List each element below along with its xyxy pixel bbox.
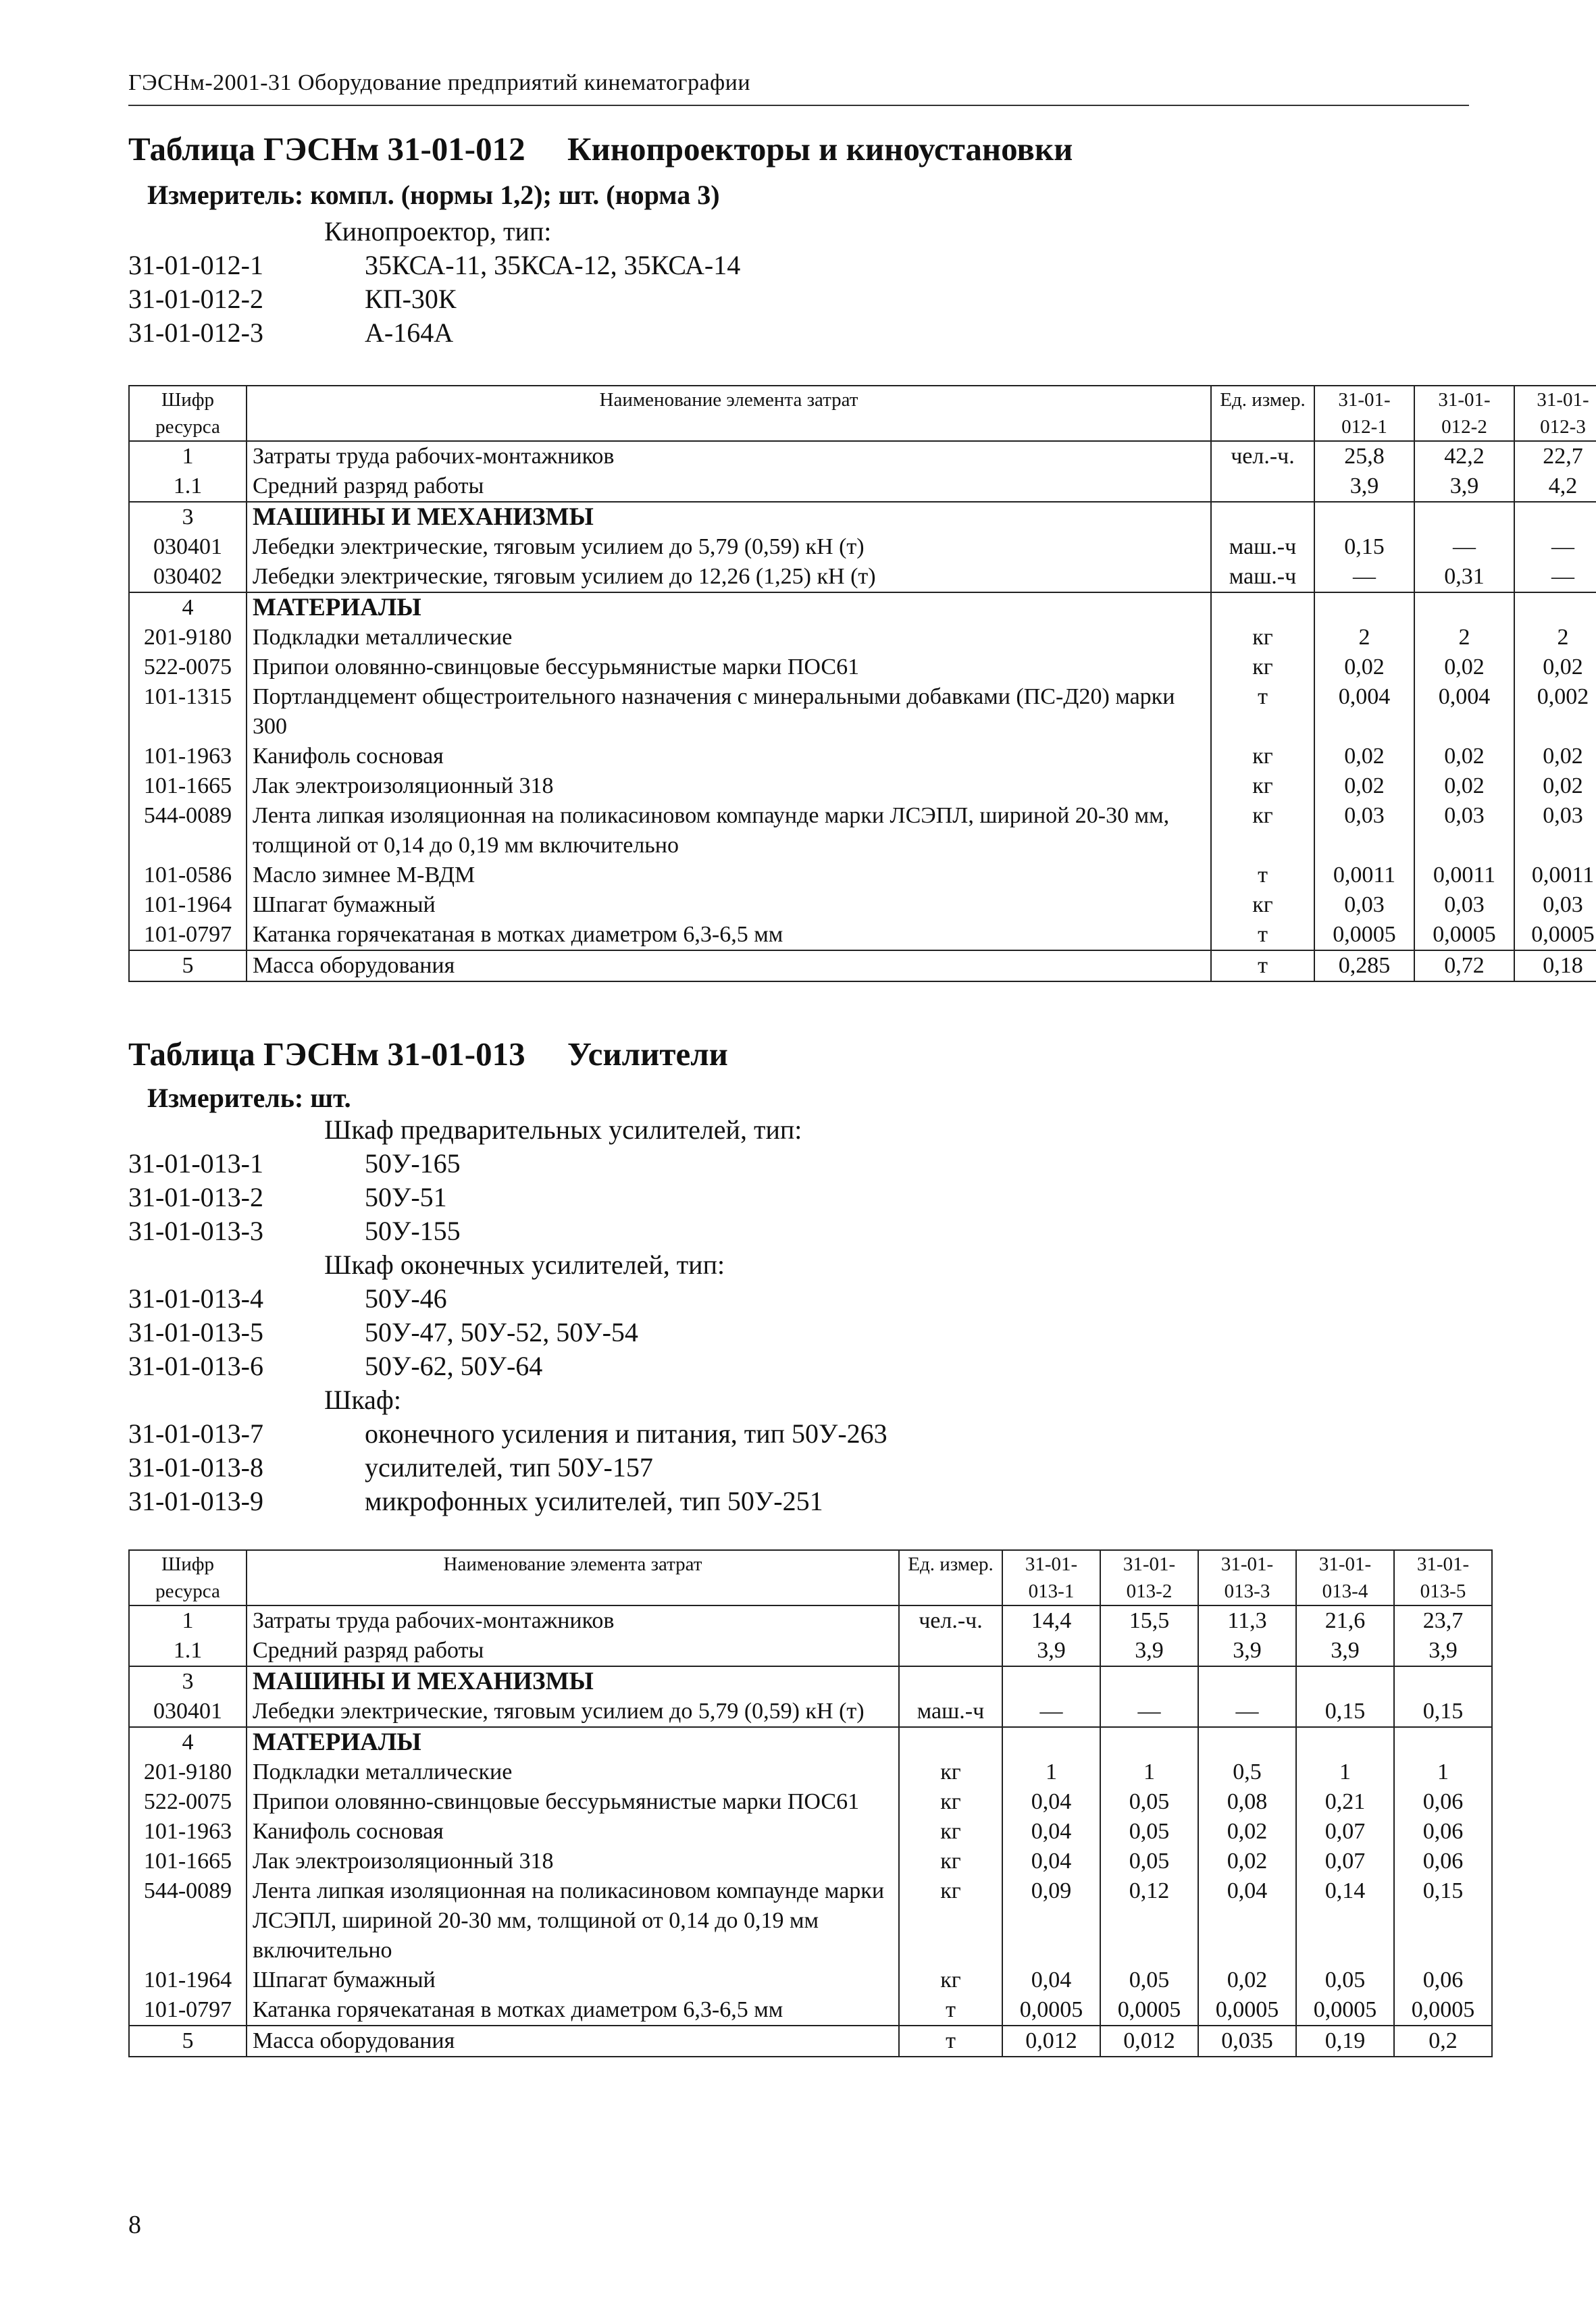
cost-element-name: Лебедки электрические, тяговым усилием до 5,79 (0,59) кН (т) <box>247 532 1211 562</box>
unit-cell: кг <box>1211 890 1314 920</box>
table-row <box>129 1787 1492 1817</box>
norm-value: 2 <box>1414 623 1514 652</box>
norm-value: 3,9 <box>1314 471 1414 502</box>
table-row <box>129 441 1596 471</box>
norm-value: 3,9 <box>1002 1636 1100 1666</box>
variant-name: 50У-62, 50У-64 <box>365 1351 543 1381</box>
norm-value: — <box>1314 562 1414 592</box>
table-row <box>129 623 1596 652</box>
norm-value: 3,9 <box>1296 1636 1394 1666</box>
norm-value: 0,02 <box>1198 1817 1296 1847</box>
norm-value <box>1002 1666 1100 1697</box>
variant-name: 50У-47, 50У-52, 50У-54 <box>365 1317 638 1347</box>
norm-value: 0,04 <box>1002 1817 1100 1847</box>
norm-value: 0,0005 <box>1514 920 1596 950</box>
norm-value: 0,05 <box>1100 1787 1198 1817</box>
norm-value: 0,035 <box>1198 2026 1296 2057</box>
unit-cell: кг <box>899 1787 1002 1817</box>
variant-code: 31-01-012-2 <box>128 284 263 314</box>
norm-value <box>1514 592 1596 623</box>
column-header-unit: Ед. измер. <box>899 1550 1002 1605</box>
variant-name: Кинопроектор, тип: <box>324 216 552 247</box>
norm-value: 0,012 <box>1002 2026 1100 2057</box>
norm-value: 0,06 <box>1394 1787 1492 1817</box>
norm-value: 3,9 <box>1414 471 1514 502</box>
cost-element-name: Шпагат бумажный <box>247 890 1211 920</box>
table-row <box>129 801 1596 860</box>
table2-meter: Измеритель: шт. <box>147 1083 351 1113</box>
norm-value: 0,03 <box>1414 801 1514 860</box>
norm-value: 0,05 <box>1100 1817 1198 1847</box>
norm-value: 1 <box>1002 1757 1100 1787</box>
norm-value: 0,02 <box>1514 652 1596 682</box>
variant-name: 35КСА-11, 35КСА-12, 35КСА-14 <box>365 250 741 280</box>
unit-cell: маш.-ч <box>899 1697 1002 1727</box>
variant-name: А-164А <box>365 317 454 348</box>
norm-value: 0,02 <box>1314 652 1414 682</box>
cost-element-name: Шпагат бумажный <box>247 1965 899 1995</box>
variant-code: 31-01-013-7 <box>128 1418 263 1449</box>
norm-value: 0,05 <box>1100 1965 1198 1995</box>
variant-code: 31-01-013-6 <box>128 1351 263 1381</box>
resource-code: 1.1 <box>129 1636 247 1666</box>
norm-value: 3,9 <box>1100 1636 1198 1666</box>
table-row <box>129 532 1596 562</box>
unit-cell <box>1211 471 1314 502</box>
unit-cell <box>1211 592 1314 623</box>
norm-value: 0,03 <box>1314 801 1414 860</box>
norm-value: 15,5 <box>1100 1605 1198 1636</box>
running-header: ГЭСНм-2001-31 Оборудование предприятий кинематографии <box>128 70 751 95</box>
variant-name: 50У-51 <box>365 1182 447 1212</box>
column-header-code: Шифр ресурса <box>129 1550 247 1605</box>
table1-name: Кинопроекторы и киноустановки <box>567 130 1073 168</box>
norm-value <box>1100 1666 1198 1697</box>
norm-value: 0,06 <box>1394 1847 1492 1876</box>
column-header-code: Шифр ресурса <box>129 386 247 441</box>
variant-code: 31-01-013-5 <box>128 1317 263 1347</box>
norm-value: 0,03 <box>1514 801 1596 860</box>
norm-value: 0,02 <box>1198 1847 1296 1876</box>
cost-element-name: Затраты труда рабочих-монтажников <box>247 441 1211 471</box>
norm-value: 0,72 <box>1414 950 1514 981</box>
norm-value: 0,04 <box>1198 1876 1296 1965</box>
norm-value: 0,004 <box>1414 682 1514 742</box>
norm-value: 0,03 <box>1314 890 1414 920</box>
resource-code: 544-0089 <box>129 801 247 860</box>
unit-cell: т <box>1211 920 1314 950</box>
variant-code: 31-01-012-1 <box>128 250 263 280</box>
norm-value: 0,04 <box>1002 1965 1100 1995</box>
cost-element-name: Канифоль сосновая <box>247 742 1211 771</box>
unit-cell: т <box>1211 682 1314 742</box>
unit-cell: кг <box>899 1757 1002 1787</box>
norm-value <box>1198 1727 1296 1757</box>
table-row <box>129 682 1596 742</box>
table-row <box>129 1965 1492 1995</box>
table-row <box>129 1697 1492 1727</box>
resource-code: 101-1964 <box>129 890 247 920</box>
norm-value: 1 <box>1296 1757 1394 1787</box>
norm-value: — <box>1514 532 1596 562</box>
norm-value: — <box>1414 532 1514 562</box>
cost-element-name: Портландцемент общестроительного назначения с минеральными добавками (ПС-Д20) марки 300 <box>247 682 1211 742</box>
norm-value: 3,9 <box>1198 1636 1296 1666</box>
norm-value: 0,14 <box>1296 1876 1394 1965</box>
unit-cell: т <box>1211 860 1314 890</box>
column-header-unit: Ед. измер. <box>1211 386 1314 441</box>
cost-element-name: МАШИНЫ И МЕХАНИЗМЫ <box>247 1666 899 1697</box>
cost-element-name: Лак электроизоляционный 318 <box>247 1847 899 1876</box>
cost-element-name: Лак электроизоляционный 318 <box>247 771 1211 801</box>
unit-cell: т <box>899 1995 1002 2026</box>
norm-value: 42,2 <box>1414 441 1514 471</box>
resource-code: 1.1 <box>129 471 247 502</box>
column-header-norm: 31-01-013-4 <box>1296 1550 1394 1605</box>
resource-code: 101-1665 <box>129 1847 247 1876</box>
variant-name: Шкаф оконечных усилителей, тип: <box>324 1250 725 1280</box>
norm-value: 0,0005 <box>1394 1995 1492 2026</box>
norm-value: 0,0011 <box>1414 860 1514 890</box>
norm-value: 11,3 <box>1198 1605 1296 1636</box>
cost-element-name: Лента липкая изоляционная на поликасиновом компаунде марки ЛСЭПЛ, шириной 20-30 мм, толщиной от 0,14 до 0,19 мм включительно <box>247 1876 899 1965</box>
norm-value: 0,07 <box>1296 1817 1394 1847</box>
resource-code: 3 <box>129 502 247 532</box>
norm-value: 0,0005 <box>1314 920 1414 950</box>
cost-element-name: Катанка горячекатаная в мотках диаметром 6,3-6,5 мм <box>247 1995 899 2026</box>
norm-value: 0,19 <box>1296 2026 1394 2057</box>
norm-value <box>1314 592 1414 623</box>
table2-name: Усилители <box>567 1035 728 1073</box>
cost-element-name: Припои оловянно-свинцовые бессурьмянистые марки ПОС61 <box>247 1787 899 1817</box>
norm-value: 2 <box>1514 623 1596 652</box>
norm-value: 22,7 <box>1514 441 1596 471</box>
norm-value: 0,02 <box>1198 1965 1296 1995</box>
norm-value: 0,02 <box>1414 742 1514 771</box>
norm-value <box>1394 1727 1492 1757</box>
norm-value: — <box>1002 1697 1100 1727</box>
variant-code: 31-01-013-9 <box>128 1486 263 1516</box>
cost-element-name: Средний разряд работы <box>247 1636 899 1666</box>
norm-value: 0,12 <box>1100 1876 1198 1965</box>
table2-code: Таблица ГЭСНм 31-01-013 <box>128 1035 525 1073</box>
unit-cell: маш.-ч <box>1211 562 1314 592</box>
resource-code: 201-9180 <box>129 623 247 652</box>
cost-element-name: Масса оборудования <box>247 950 1211 981</box>
unit-cell: т <box>899 2026 1002 2057</box>
norm-value <box>1314 502 1414 532</box>
norm-value: 0,02 <box>1514 742 1596 771</box>
table-row <box>129 1605 1492 1636</box>
norm-value: 0,09 <box>1002 1876 1100 1965</box>
resource-code: 5 <box>129 950 247 981</box>
cost-element-name: Масло зимнее М-ВДМ <box>247 860 1211 890</box>
table-row <box>129 1847 1492 1876</box>
norm-value <box>1394 1666 1492 1697</box>
column-header-norm: 31-01-012-3 <box>1514 386 1596 441</box>
unit-cell: маш.-ч <box>1211 532 1314 562</box>
norm-value: 0,21 <box>1296 1787 1394 1817</box>
unit-cell: кг <box>899 1876 1002 1965</box>
norm-value: 23,7 <box>1394 1605 1492 1636</box>
column-header-norm: 31-01-013-5 <box>1394 1550 1492 1605</box>
resource-code: 522-0075 <box>129 1787 247 1817</box>
table-header-row <box>129 1550 1492 1605</box>
norm-value: 0,002 <box>1514 682 1596 742</box>
unit-cell: кг <box>1211 652 1314 682</box>
resource-code: 101-1964 <box>129 1965 247 1995</box>
table-row <box>129 1757 1492 1787</box>
norm-value: 0,0005 <box>1414 920 1514 950</box>
variant-name: КП-30К <box>365 284 457 314</box>
norm-value: 0,02 <box>1514 771 1596 801</box>
norm-value: 1 <box>1100 1757 1198 1787</box>
variant-name: Шкаф предварительных усилителей, тип: <box>324 1114 802 1145</box>
table-row <box>129 1876 1492 1965</box>
cost-element-name: Канифоль сосновая <box>247 1817 899 1847</box>
resource-code: 101-0797 <box>129 920 247 950</box>
resource-code: 4 <box>129 592 247 623</box>
table-row <box>129 1727 1492 1757</box>
variant-name: 50У-46 <box>365 1283 447 1314</box>
unit-cell <box>899 1727 1002 1757</box>
norm-value: 0,15 <box>1394 1697 1492 1727</box>
norm-value: 2 <box>1314 623 1414 652</box>
unit-cell: чел.-ч. <box>899 1605 1002 1636</box>
norm-value: 21,6 <box>1296 1605 1394 1636</box>
norm-value <box>1414 592 1514 623</box>
table1-code: Таблица ГЭСНм 31-01-012 <box>128 130 525 168</box>
norm-value: 0,15 <box>1314 532 1414 562</box>
norm-value: 0,02 <box>1414 771 1514 801</box>
norm-value <box>1198 1666 1296 1697</box>
unit-cell: кг <box>1211 771 1314 801</box>
unit-cell: т <box>1211 950 1314 981</box>
norm-value: 25,8 <box>1314 441 1414 471</box>
cost-element-name: Подкладки металлические <box>247 1757 899 1787</box>
norm-value: 0,0011 <box>1514 860 1596 890</box>
norm-value: 4,2 <box>1514 471 1596 502</box>
norm-value: 0,02 <box>1414 652 1514 682</box>
resource-code: 101-1963 <box>129 1817 247 1847</box>
table-row <box>129 471 1596 502</box>
column-header-norm: 31-01-012-1 <box>1314 386 1414 441</box>
unit-cell: кг <box>1211 801 1314 860</box>
resource-code: 101-0797 <box>129 1995 247 2026</box>
cost-element-name: МАТЕРИАЛЫ <box>247 1727 899 1757</box>
table1-meter: Измеритель: компл. (нормы 1,2); шт. (норма 3) <box>147 180 720 210</box>
resource-code: 5 <box>129 2026 247 2057</box>
variant-name: 50У-165 <box>365 1148 461 1179</box>
norm-value: 0,0005 <box>1198 1995 1296 2026</box>
norm-value: 0,02 <box>1314 742 1414 771</box>
norm-value <box>1296 1727 1394 1757</box>
norm-value: 0,285 <box>1314 950 1414 981</box>
norm-value <box>1100 1727 1198 1757</box>
norm-value: 0,0005 <box>1002 1995 1100 2026</box>
cost-element-name: МАШИНЫ И МЕХАНИЗМЫ <box>247 502 1211 532</box>
norm-value: 0,31 <box>1414 562 1514 592</box>
unit-cell: кг <box>1211 742 1314 771</box>
resource-code: 101-1315 <box>129 682 247 742</box>
variant-name: Шкаф: <box>324 1385 401 1415</box>
table-row <box>129 742 1596 771</box>
cost-element-name: Средний разряд работы <box>247 471 1211 502</box>
norm-value: 0,0005 <box>1296 1995 1394 2026</box>
table1-grid <box>128 385 1596 982</box>
page-number: 8 <box>128 2211 141 2239</box>
variant-name: оконечного усиления и питания, тип 50У-263 <box>365 1418 887 1449</box>
resource-code: 201-9180 <box>129 1757 247 1787</box>
table2-grid <box>128 1549 1493 2057</box>
unit-cell <box>899 1636 1002 1666</box>
cost-element-name: Затраты труда рабочих-монтажников <box>247 1605 899 1636</box>
header-rule <box>128 105 1469 106</box>
norm-value: 14,4 <box>1002 1605 1100 1636</box>
table1-title <box>128 130 1073 168</box>
variant-name: усилителей, тип 50У-157 <box>365 1452 653 1483</box>
resource-code: 544-0089 <box>129 1876 247 1965</box>
unit-cell: чел.-ч. <box>1211 441 1314 471</box>
resource-code: 3 <box>129 1666 247 1697</box>
variant-code: 31-01-012-3 <box>128 317 263 348</box>
table-row <box>129 950 1596 981</box>
variant-name: микрофонных усилителей, тип 50У-251 <box>365 1486 823 1516</box>
unit-cell: кг <box>899 1817 1002 1847</box>
table-row <box>129 502 1596 532</box>
column-header-norm: 31-01-013-2 <box>1100 1550 1198 1605</box>
column-header-name: Наименование элемента затрат <box>247 1550 899 1605</box>
table-row <box>129 652 1596 682</box>
table-row <box>129 1636 1492 1666</box>
cost-element-name: Лебедки электрические, тяговым усилием до 5,79 (0,59) кН (т) <box>247 1697 899 1727</box>
resource-code: 101-1665 <box>129 771 247 801</box>
resource-code: 4 <box>129 1727 247 1757</box>
norm-value <box>1414 502 1514 532</box>
resource-code: 030401 <box>129 532 247 562</box>
cost-element-name: Припои оловянно-свинцовые бессурьмянистые марки ПОС61 <box>247 652 1211 682</box>
resource-code: 030402 <box>129 562 247 592</box>
cost-element-name: МАТЕРИАЛЫ <box>247 592 1211 623</box>
resource-code: 030401 <box>129 1697 247 1727</box>
table-row <box>129 890 1596 920</box>
variant-code: 31-01-013-2 <box>128 1182 263 1212</box>
norm-value: 0,05 <box>1100 1847 1198 1876</box>
table-row <box>129 771 1596 801</box>
variant-code: 31-01-013-1 <box>128 1148 263 1179</box>
unit-cell: кг <box>1211 623 1314 652</box>
unit-cell: кг <box>899 1965 1002 1995</box>
table-header-row <box>129 386 1596 441</box>
cost-element-name: Лебедки электрические, тяговым усилием до 12,26 (1,25) кН (т) <box>247 562 1211 592</box>
table2-title <box>128 1035 728 1073</box>
cost-element-name: Катанка горячекатаная в мотках диаметром 6,3-6,5 мм <box>247 920 1211 950</box>
norm-value: 0,03 <box>1414 890 1514 920</box>
norm-value: 3,9 <box>1394 1636 1492 1666</box>
variant-code: 31-01-013-4 <box>128 1283 263 1314</box>
norm-value: 0,0011 <box>1314 860 1414 890</box>
norm-value: — <box>1514 562 1596 592</box>
norm-value: 0,08 <box>1198 1787 1296 1817</box>
column-header-norm: 31-01-013-3 <box>1198 1550 1296 1605</box>
norm-value: — <box>1100 1697 1198 1727</box>
column-header-norm: 31-01-013-1 <box>1002 1550 1100 1605</box>
unit-cell <box>1211 502 1314 532</box>
norm-value: 0,03 <box>1514 890 1596 920</box>
norm-value <box>1514 502 1596 532</box>
cost-element-name: Масса оборудования <box>247 2026 899 2057</box>
variant-code: 31-01-013-8 <box>128 1452 263 1483</box>
table-row <box>129 592 1596 623</box>
norm-value: 0,2 <box>1394 2026 1492 2057</box>
table-row <box>129 1666 1492 1697</box>
norm-value: 0,0005 <box>1100 1995 1198 2026</box>
resource-code: 101-1963 <box>129 742 247 771</box>
norm-value: 1 <box>1394 1757 1492 1787</box>
norm-value: 0,02 <box>1314 771 1414 801</box>
norm-value: 0,04 <box>1002 1847 1100 1876</box>
resource-code: 1 <box>129 441 247 471</box>
variant-name: 50У-155 <box>365 1216 461 1246</box>
norm-value: 0,5 <box>1198 1757 1296 1787</box>
table-row <box>129 562 1596 592</box>
table-row <box>129 920 1596 950</box>
column-header-norm: 31-01-012-2 <box>1414 386 1514 441</box>
unit-cell <box>899 1666 1002 1697</box>
norm-value <box>1296 1666 1394 1697</box>
resource-code: 101-0586 <box>129 860 247 890</box>
cost-element-name: Лента липкая изоляционная на поликасиновом компаунде марки ЛСЭПЛ, шириной 20-30 мм, толщиной от 0,14 до 0,19 мм включительно <box>247 801 1211 860</box>
cost-element-name: Подкладки металлические <box>247 623 1211 652</box>
variant-code: 31-01-013-3 <box>128 1216 263 1246</box>
table-row <box>129 1995 1492 2026</box>
norm-value: 0,06 <box>1394 1817 1492 1847</box>
column-header-name: Наименование элемента затрат <box>247 386 1211 441</box>
norm-value: 0,012 <box>1100 2026 1198 2057</box>
table-row <box>129 2026 1492 2057</box>
norm-value <box>1002 1727 1100 1757</box>
table-row <box>129 860 1596 890</box>
norm-value: 0,04 <box>1002 1787 1100 1817</box>
unit-cell: кг <box>899 1847 1002 1876</box>
norm-value: — <box>1198 1697 1296 1727</box>
table-row <box>129 1817 1492 1847</box>
resource-code: 1 <box>129 1605 247 1636</box>
norm-value: 0,06 <box>1394 1965 1492 1995</box>
norm-value: 0,18 <box>1514 950 1596 981</box>
norm-value: 0,15 <box>1296 1697 1394 1727</box>
resource-code: 522-0075 <box>129 652 247 682</box>
norm-value: 0,07 <box>1296 1847 1394 1876</box>
norm-value: 0,004 <box>1314 682 1414 742</box>
norm-value: 0,15 <box>1394 1876 1492 1965</box>
norm-value: 0,05 <box>1296 1965 1394 1995</box>
